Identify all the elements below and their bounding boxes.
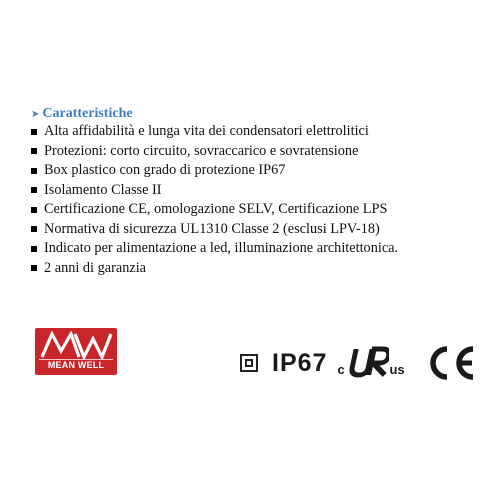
list-item: [31, 181, 398, 201]
feature-text: Box plastico con grado di protezione IP67: [44, 162, 286, 178]
bullet-icon: [31, 226, 37, 232]
mean-well-logo: [35, 328, 117, 375]
list-item: [31, 259, 398, 279]
feature-text: Protezioni: corto circuito, sovraccarico e sovratensione: [44, 142, 359, 159]
section-title: Caratteristiche: [42, 106, 133, 121]
feature-text: Normativa di sicurezza UL1310 Classe 2 (esclusi LPV-18): [44, 220, 380, 237]
bullet-icon: [31, 207, 37, 213]
ip-rating: IP67: [272, 348, 328, 377]
ul-prefix: c: [337, 362, 345, 377]
list-item: [31, 161, 398, 181]
feature-text: Isolamento Classe II: [44, 181, 162, 198]
section-header: [31, 106, 133, 122]
feature-text: Certificazione CE, omologazione SELV, Certificazione LPS: [44, 201, 388, 217]
bullet-icon: [31, 265, 37, 271]
feature-text: Indicato per alimentazione a led, illuminazione architettonica.: [44, 240, 399, 256]
double-insulation-icon: [240, 354, 258, 372]
feature-list: [31, 122, 398, 278]
feature-text: Alta affidabilità e lunga vita dei condensatori elettrolitici: [44, 123, 369, 139]
mw-logo-icon: [39, 331, 113, 359]
brand-name: MEAN WELL: [39, 359, 113, 371]
ul-recognized-icon: [347, 345, 389, 381]
ce-mark-icon: [425, 345, 477, 381]
list-item: [31, 142, 398, 162]
list-item: [31, 220, 398, 240]
ul-recognized-mark: [337, 343, 409, 383]
certification-marks: [240, 343, 477, 383]
list-item: [31, 200, 398, 220]
feature-text: 2 anni di garanzia: [44, 259, 147, 276]
list-item: [31, 239, 398, 259]
bullet-icon: [31, 187, 37, 193]
ul-suffix: us: [389, 362, 405, 377]
bullet-icon: [31, 129, 37, 135]
bullet-icon: [31, 246, 37, 252]
list-item: [31, 122, 398, 142]
arrow-right-icon: ➤: [31, 108, 40, 120]
bullet-icon: [31, 148, 37, 154]
bullet-icon: [31, 168, 37, 174]
